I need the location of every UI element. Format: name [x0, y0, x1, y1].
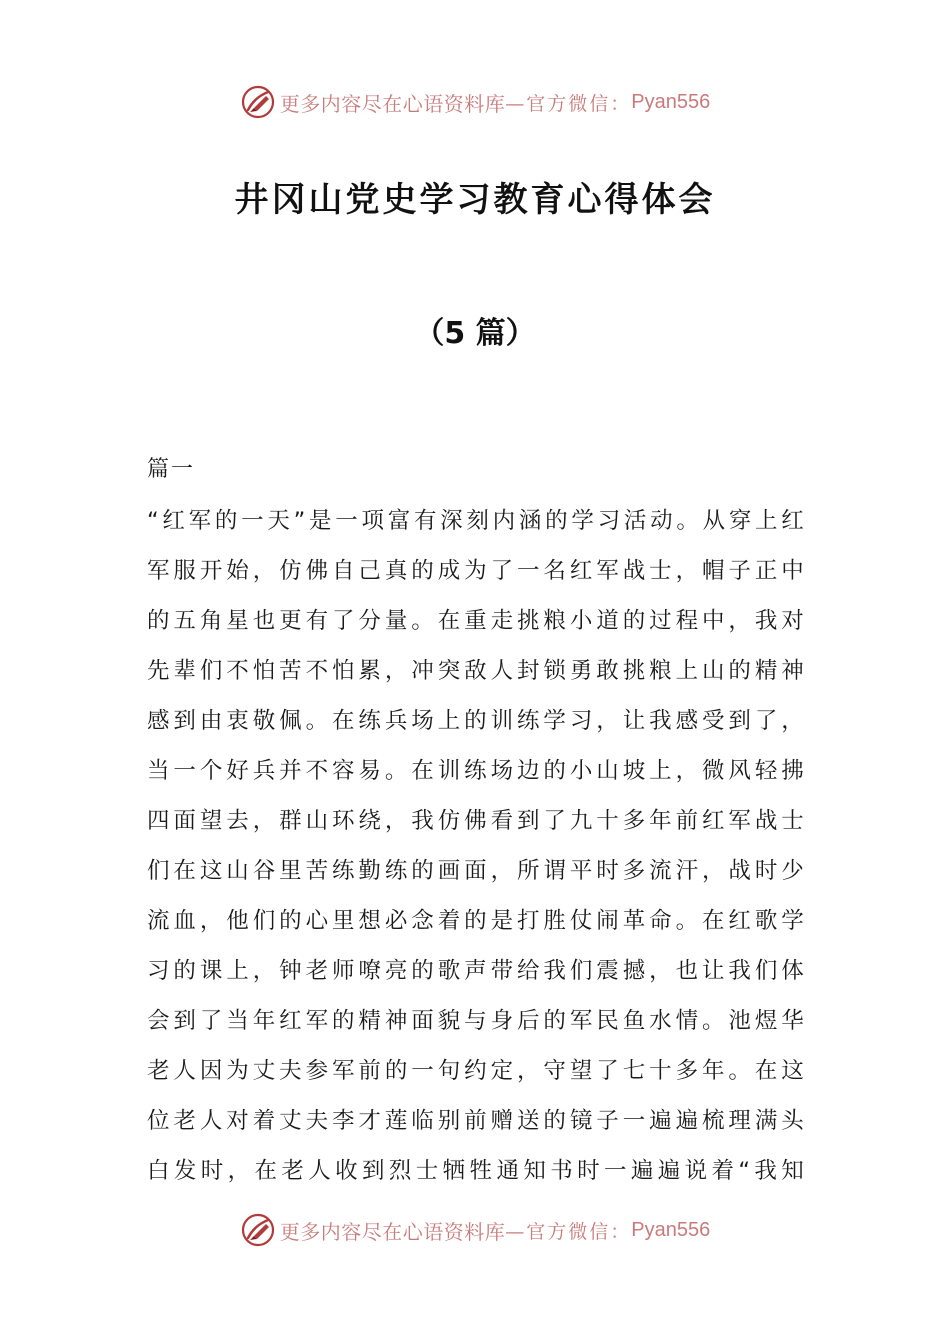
body-paragraph — [147, 496, 807, 1196]
paragraph-line: 位老人对着丈夫李才莲临别前赠送的镜子一遍遍梳理满头 — [147, 1108, 807, 1134]
paragraph-line: 老人因为丈夫参军前的一句约定，守望了七十多年。在这 — [147, 1058, 807, 1084]
paragraph-line: 先辈们不怕苦不怕累，冲突敌人封锁勇敢挑粮上山的精神 — [147, 658, 807, 684]
paragraph-line: 会到了当年红军的精神面貌与身后的军民鱼水情。池煜华 — [147, 1008, 807, 1034]
footer-slogan: 更多内容尽在心语资料库 — [279, 1219, 506, 1244]
paragraph-line: 感到由衷敬佩。在练兵场上的训练学习，让我感受到了， — [147, 708, 807, 734]
footer-wechat-id: Pyan556 — [631, 1218, 711, 1241]
paragraph-line: 当一个好兵并不容易。在训练场边的小山坡上，微风轻拂 — [147, 758, 807, 784]
pen-logo-icon — [240, 1212, 276, 1248]
paragraph-line: 军服开始，仿佛自己真的成为了一名红军战士，帽子正中 — [147, 558, 807, 584]
paragraph-line: 白发时，在老人收到烈士牺牲通知书时一遍遍说着“我知 — [147, 1158, 807, 1184]
paragraph-line: 四面望去，群山环绕，我仿佛看到了九十多年前红军战士 — [147, 808, 807, 834]
paragraph-line: “红军的一天”是一项富有深刻内涵的学习活动。从穿上红 — [147, 508, 807, 534]
document-title: 井冈山党史学习教育心得体会 — [234, 180, 716, 220]
header-banner — [0, 82, 950, 122]
footer-banner — [0, 1210, 950, 1250]
header-slogan-suffix: —官方微信： — [505, 92, 632, 115]
paragraph-line: 们在这山谷里苦练勤练的画面，所谓平时多流汗，战时少 — [147, 858, 807, 884]
footer-slogan-suffix: —官方微信： — [505, 1220, 632, 1243]
header-slogan: 更多内容尽在心语资料库 — [279, 91, 506, 116]
paragraph-line: 习的课上，钟老师嘹亮的歌声带给我们震撼，也让我们体 — [147, 958, 807, 984]
document-subtitle: （5 篇） — [414, 316, 536, 351]
paragraph-line: 流血，他们的心里想必念着的是打胜仗闹革命。在红歌学 — [147, 908, 807, 934]
header-wechat-id: Pyan556 — [631, 90, 711, 113]
pen-logo-icon — [240, 84, 276, 120]
paragraph-line: 的五角星也更有了分量。在重走挑粮小道的过程中，我对 — [147, 608, 807, 634]
section-label: 篇一 — [147, 457, 196, 482]
